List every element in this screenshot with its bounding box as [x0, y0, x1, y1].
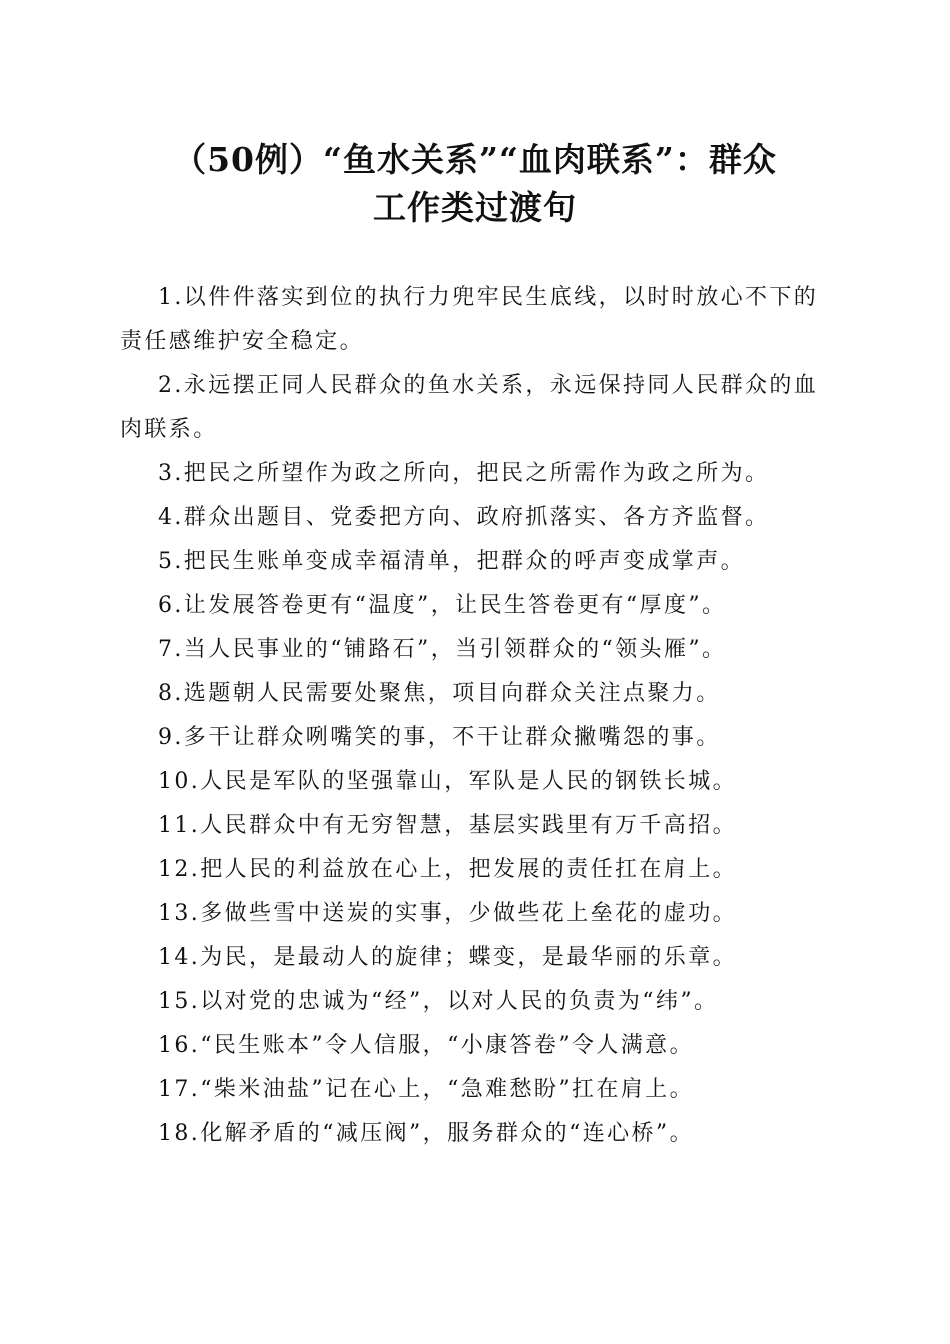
item-number: 14.	[158, 945, 201, 970]
item-text: 化解矛盾的“减压阀”，服务群众的“连心桥”。	[200, 1121, 694, 1146]
item-text: 群众出题目、党委把方向、政府抓落实、各方齐监督。	[183, 505, 770, 530]
item-text: 以件件落实到位的执行力兜牢民生底线，以时时放心不下的责任感维护安全稳定。	[120, 285, 819, 354]
item-text: 让发展答卷更有“温度”，让民生答卷更有“厚度”。	[183, 593, 727, 618]
document-body	[120, 276, 825, 1156]
list-item	[120, 1112, 825, 1156]
item-text: 把民之所望作为政之所向，把民之所需作为政之所为。	[183, 461, 770, 486]
item-number: 18.	[158, 1121, 201, 1146]
item-text: “柴米油盐”记在心上，“急难愁盼”扛在肩上。	[200, 1077, 694, 1102]
item-text: 多干让群众咧嘴笑的事，不干让群众撇嘴怨的事。	[183, 725, 721, 750]
item-number: 7.	[158, 637, 184, 662]
list-item	[120, 892, 825, 936]
list-item	[120, 672, 825, 716]
item-text: 人民群众中有无穷智慧，基层实践里有万千高招。	[200, 813, 737, 838]
item-text: 当人民事业的“铺路石”，当引领群众的“领头雁”。	[183, 637, 727, 662]
item-number: 5.	[158, 549, 184, 574]
document-title-line-1: （50例）“鱼水关系”“血肉联系”：群众	[173, 140, 777, 179]
item-number: 12.	[158, 857, 201, 882]
list-item	[120, 452, 825, 496]
item-number: 6.	[158, 593, 184, 618]
item-text: 以对党的忠诚为“经”，以对人民的负责为“纬”。	[200, 989, 719, 1014]
document-title-line-2: 工作类过渡句	[373, 188, 577, 227]
item-text: 选题朝人民需要处聚焦，项目向群众关注点聚力。	[183, 681, 721, 706]
item-number: 16.	[158, 1033, 201, 1058]
item-number: 13.	[158, 901, 201, 926]
list-item	[120, 496, 825, 540]
item-text: 永远摆正同人民群众的鱼水关系，永远保持同人民群众的血肉联系。	[120, 373, 819, 442]
list-item	[120, 716, 825, 760]
item-text: 多做些雪中送炭的实事，少做些花上垒花的虚功。	[200, 901, 737, 926]
list-item	[120, 1068, 825, 1112]
item-number: 4.	[158, 505, 184, 530]
list-item	[120, 364, 825, 452]
list-item	[120, 804, 825, 848]
item-text: 人民是军队的坚强靠山，军队是人民的钢铁长城。	[200, 769, 737, 794]
item-number: 10.	[158, 769, 201, 794]
list-item	[120, 584, 825, 628]
item-number: 2.	[158, 373, 184, 398]
list-item	[120, 848, 825, 892]
item-number: 9.	[158, 725, 184, 750]
item-text: 把人民的利益放在心上，把发展的责任扛在肩上。	[200, 857, 737, 882]
item-number: 1.	[158, 285, 184, 310]
list-item	[120, 1024, 825, 1068]
list-item	[120, 936, 825, 980]
item-text: 把民生账单变成幸福清单，把群众的呼声变成掌声。	[183, 549, 745, 574]
item-text: 为民，是最动人的旋律；蝶变，是最华丽的乐章。	[200, 945, 737, 970]
list-item	[120, 540, 825, 584]
item-number: 3.	[158, 461, 184, 486]
list-item	[120, 760, 825, 804]
item-number: 8.	[158, 681, 184, 706]
list-item	[120, 276, 825, 364]
item-number: 17.	[158, 1077, 201, 1102]
list-item	[120, 980, 825, 1024]
item-number: 11.	[158, 813, 201, 838]
item-text: “民生账本”令人信服，“小康答卷”令人满意。	[200, 1033, 694, 1058]
item-number: 15.	[158, 989, 201, 1014]
list-item	[120, 628, 825, 672]
